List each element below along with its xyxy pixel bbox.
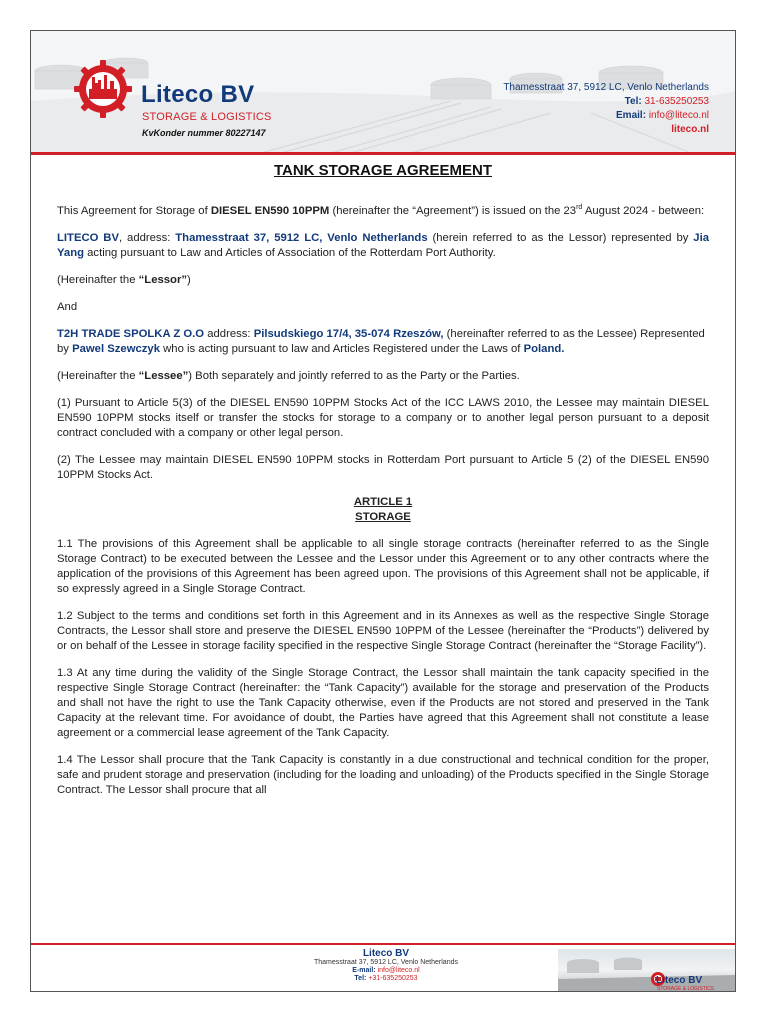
and-separator: And — [57, 300, 78, 313]
article-number: ARTICLE 1 — [353, 495, 413, 508]
footer-phone-line: Tel: +31-635250253 — [354, 975, 418, 982]
gear-factory-logo-icon — [73, 59, 133, 119]
recital-2: (2) The Lessee may maintain DIESEL EN590 10PPM stocks in Rotterdam Port pursuant to Article 5 (2) of the DIESEL EN590 10PPM Stocks Act. — [57, 453, 709, 481]
lessor-definition: (Hereinafter the “Lessor”) — [57, 273, 191, 286]
article-title: STORAGE — [355, 510, 411, 523]
footer-address: Thamesstraat 37, 5912 LC, Venlo Netherlands — [314, 959, 458, 966]
recital-1: (1) Pursuant to Article 5(3) of the DIESEL EN590 10PPM Stocks Act of the ICC LAWS 2010, the Lessee may maintain DIESEL EN590 10PPM stocks itself or transfer the stocks for storage to a company or to another legal person pursuant to a deposit contract concluded with a company or other legal person. — [57, 396, 709, 439]
lessee-address: Pilsudskiego 17/4, 35-074 Rzeszów, — [253, 327, 444, 340]
header-divider — [31, 152, 735, 155]
footer-brand-name: Liteco BV — [656, 975, 703, 986]
company-tagline: STORAGE & LOGISTICS — [142, 111, 272, 123]
footer-brand-tagline: STORAGE & LOGISTICS — [657, 986, 715, 992]
letterhead — [31, 31, 735, 153]
footer-divider — [31, 943, 735, 945]
clause-1-3: 1.3 At any time during the validity of the Single Storage Contract, the Lessor shall maintain the tank capacity specified in the respective Single Storage Contract (hereinafter: the “Tank Capacity”) available for the storage and preservation of the Products and shall not have the right to use the Tank Capacity otherwise, even if the Products are not stored and preserved in the Tank Capacity at the relevant time. For avoidance of doubt, the Parties have agreed that this Agreement shall not constitute a lease agreement or a commercial lease agreement of the Tank Capacity. — [57, 666, 709, 739]
clause-1-2: 1.2 Subject to the terms and conditions set forth in this Agreement and in its Annexes as well as the respective Single Storage Contracts, the Lessor shall store and preserve the DIESEL EN590 10PPM of the Lessee (hereinafter the “Products”) delivered by or on behalf of the Lessee in storage facility specified in the respective Single Storage Contract (hereinafter the “Storage Facility”). — [57, 609, 709, 652]
phone-value: 31-635250253 — [644, 96, 709, 107]
lessor-paragraph: LITECO BV, address: Thamesstraat 37, 5912 LC, Venlo Netherlands (herein referred to as the Lessor) represented by Jia Yang acting pursuant to Law and Articles of Association of the Rotterdam Port Authority. — [57, 231, 709, 259]
website: liteco.nl — [671, 124, 709, 135]
document-page — [30, 30, 736, 992]
footer-phone: +31-635250253 — [368, 975, 418, 982]
contact-block — [503, 81, 709, 137]
footer-refinery-image — [558, 949, 735, 991]
footer-email: info@liteco.nl — [377, 967, 420, 974]
lessee-country: Poland. — [523, 342, 565, 355]
agreement-body — [57, 161, 709, 810]
clause-1-4: 1.4 The Lessor shall procure that the Tank Capacity is constantly in a due constructional and technical condition for the proper, safe and prudent storage and preservation (including for the loading and unloading) of the Products specified in the Single Storage Contract. The Lessor shall procure that all — [57, 753, 709, 796]
email-label: Email: — [616, 110, 647, 121]
phone-line — [503, 95, 709, 109]
company-logo — [73, 59, 133, 119]
intro-paragraph: This Agreement for Storage of DIESEL EN590 10PPM (hereinafter the “Agreement”) is issued on the 23rd August 2024 - between: — [57, 204, 705, 217]
lessee-name: T2H TRADE SPOLKA Z O.O — [57, 327, 205, 340]
lessor-name: LITECO BV — [57, 231, 120, 244]
lessee-representative: Pawel Szewczyk — [72, 342, 160, 355]
email-line — [503, 109, 709, 123]
kvk-number: KvKonder nummer 80227147 — [142, 128, 266, 138]
product-name: DIESEL EN590 10PPM — [210, 204, 330, 217]
footer-scene-image — [558, 949, 735, 991]
clause-1-1: 1.1 The provisions of this Agreement shall be applicable to all single storage contracts (hereinafter referred to as the Single Storage Contract) to be executed between the Lessee and the Lessor under this Agreement or to any other contracts where the application of the provisions of this Agreement has been agreed upon. The provisions of this Agreement shall not be applicable, if so expressly agreed in a Single Storage Contract. — [57, 537, 709, 595]
document-title: TANK STORAGE AGREEMENT — [273, 162, 493, 179]
lessor-representative: Jia Yang — [57, 231, 709, 259]
lessor-address: Thamesstraat 37, 5912 LC, Venlo Netherlands — [175, 231, 428, 244]
company-name: Liteco BV — [141, 81, 255, 108]
company-address: Thamesstraat 37, 5912 LC, Venlo Netherlands — [503, 82, 709, 93]
footer-contact — [281, 948, 491, 983]
phone-label: Tel: — [624, 96, 642, 107]
lessee-paragraph: T2H TRADE SPOLKA Z O.O address: Pilsudskiego 17/4, 35-074 Rzeszów, (hereinafter referred to as the Lessee) Represented by Pawel Szewczyk who is acting pursuant to law and Articles Registered under the Laws of Poland. — [57, 327, 705, 355]
lessee-definition: (Hereinafter the “Lessee”) Both separately and jointly referred to as the Party or the Parties. — [57, 369, 520, 382]
footer-email-line: E-mail: info@liteco.nl — [352, 967, 420, 974]
article-heading — [57, 495, 709, 525]
email-value: info@liteco.nl — [648, 110, 709, 121]
footer-company-name: Liteco BV — [362, 948, 410, 959]
